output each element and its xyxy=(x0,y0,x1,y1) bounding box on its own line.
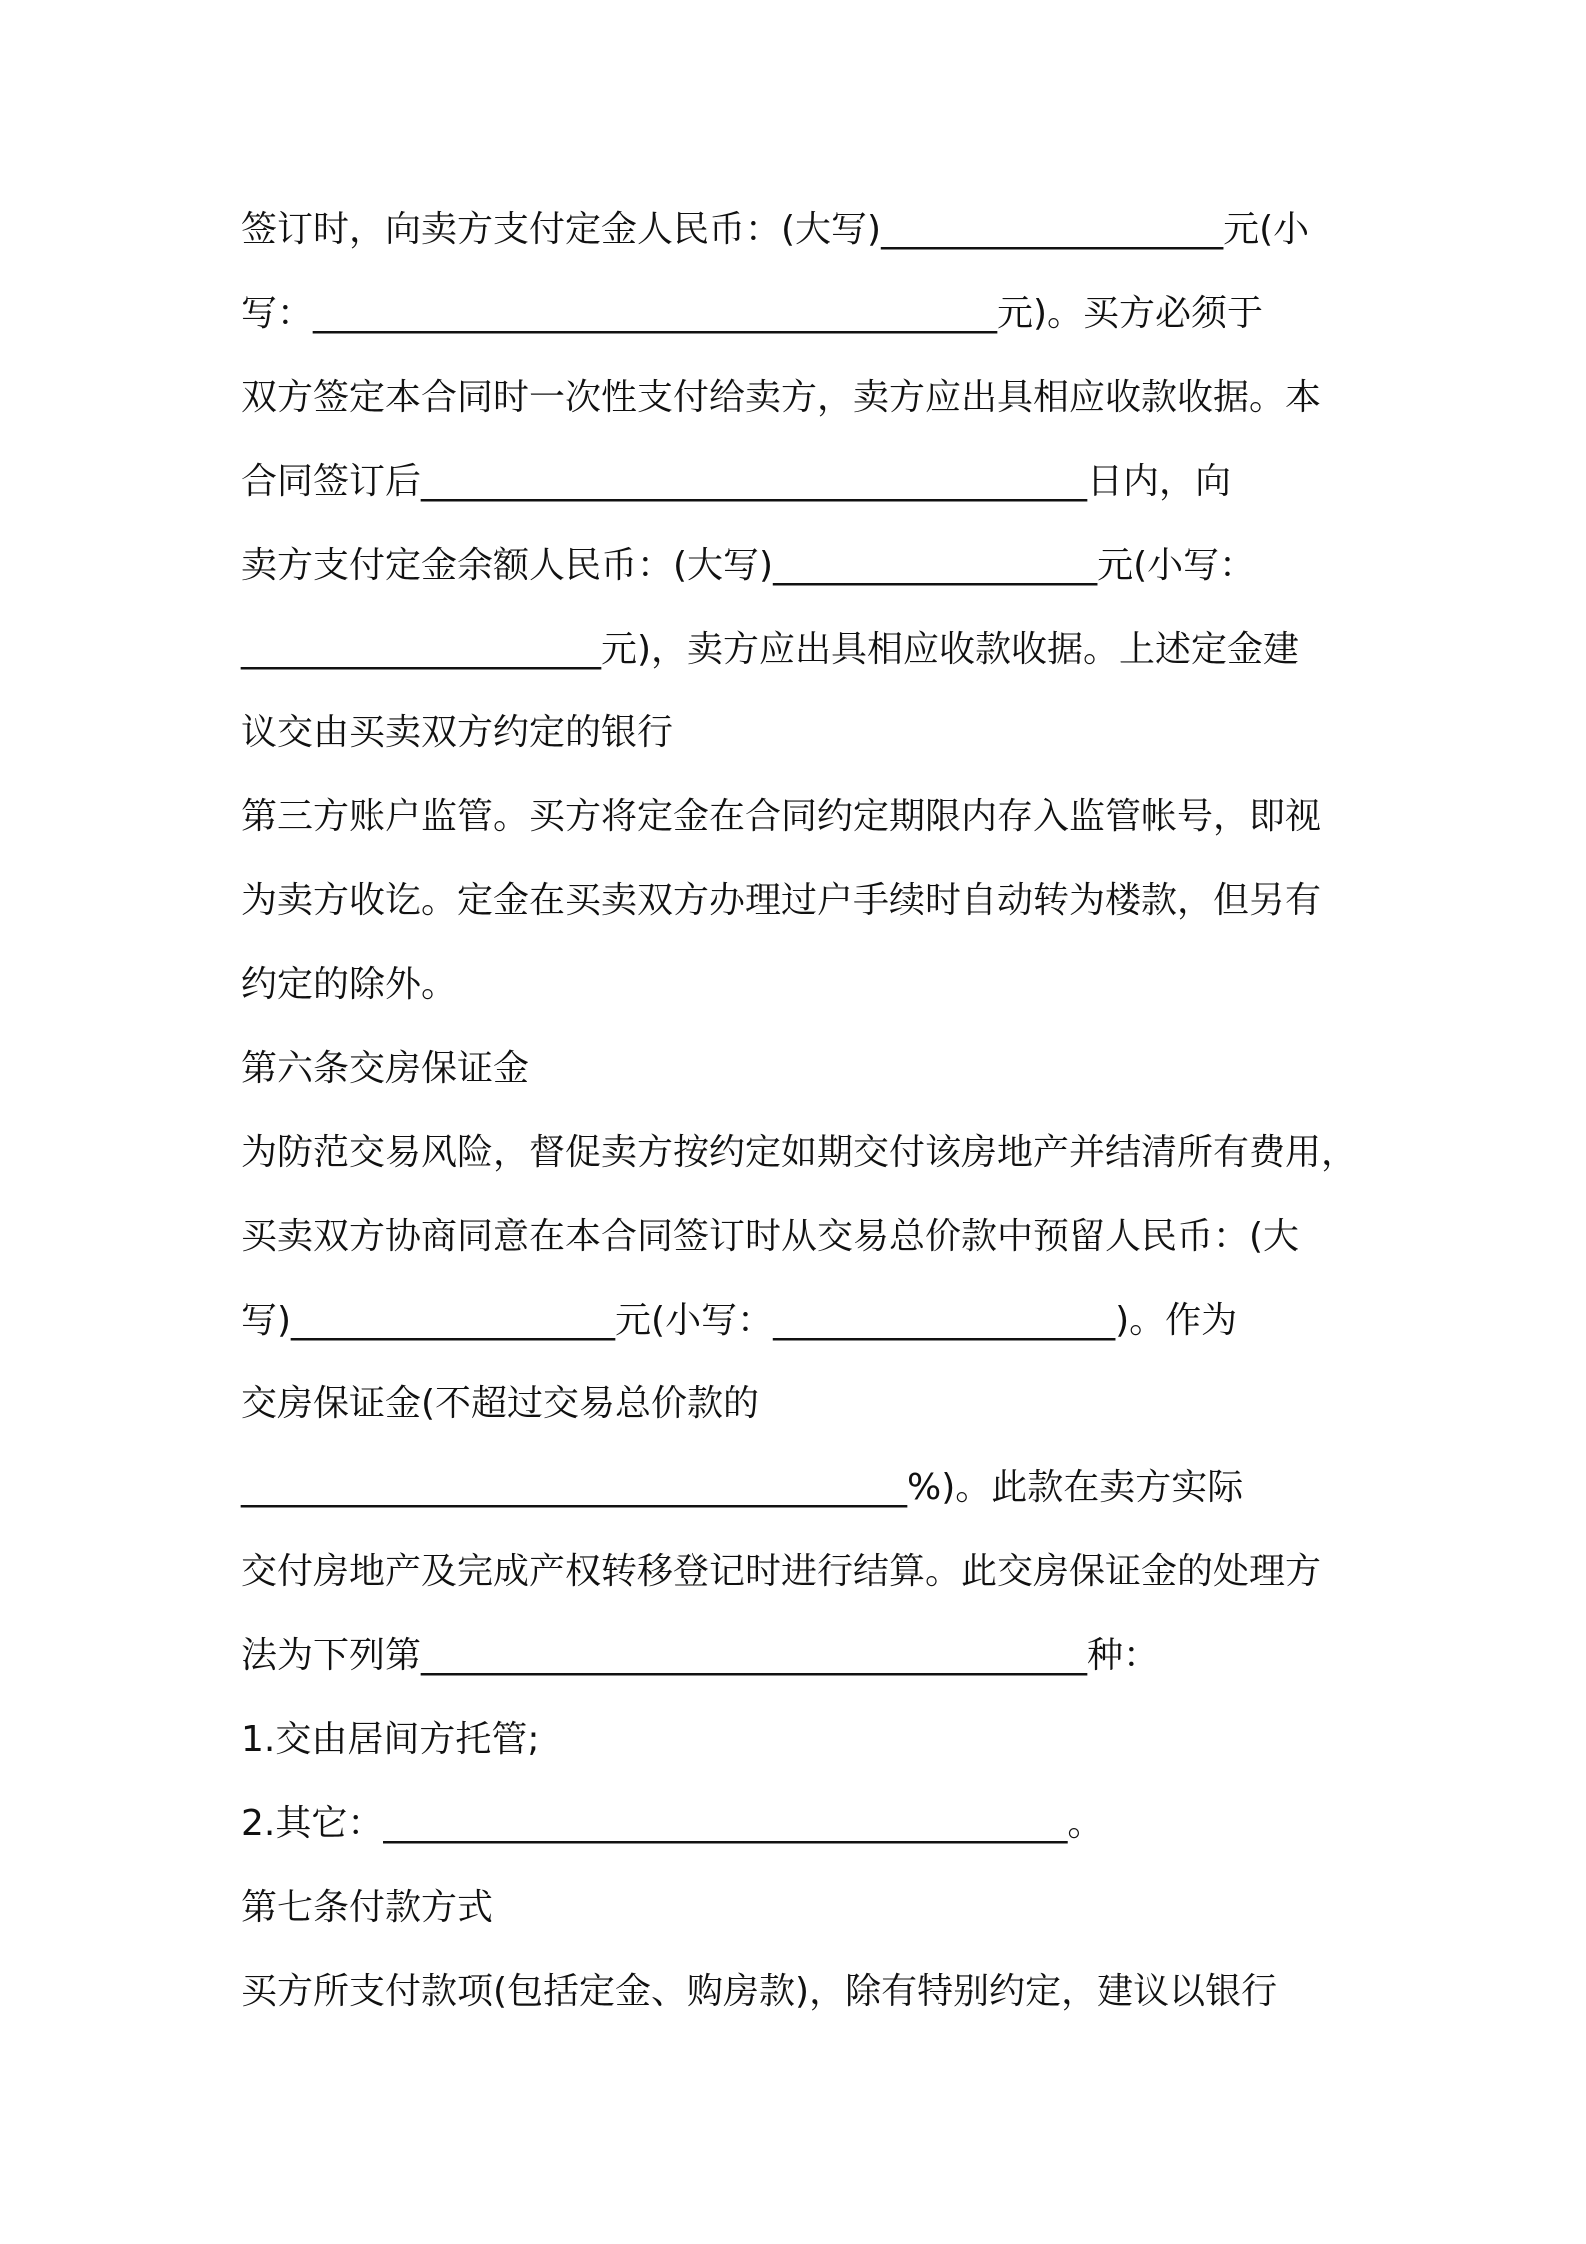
list-item: 1.交由居间方托管; xyxy=(241,1719,540,1760)
section-heading: 第六条交房保证金 xyxy=(241,1048,530,1089)
text-line: 法为下列第_____________________________________种： xyxy=(241,1635,1160,1676)
text-line: 签订时，向卖方支付定金人民币：(大写)___________________元(小 xyxy=(241,209,1310,250)
text-line: 为防范交易风险，督促卖方按约定如期交付该房地产并结清所有费用， xyxy=(241,1132,1358,1173)
list-item: 2.其它：______________________________________。 xyxy=(241,1803,1104,1844)
text-line: 双方签定本合同时一次性支付给卖方，卖方应出具相应收款收据。本 xyxy=(241,377,1322,418)
text-line: ____________________元)，卖方应出具相应收款收据。上述定金建 xyxy=(241,629,1300,670)
text-line: 写：______________________________________元)。买方必须于 xyxy=(241,293,1264,334)
text-line: 买方所支付款项(包括定金、购房款)，除有特别约定，建议以银行 xyxy=(241,1971,1278,2012)
text-line: 第三方账户监管。买方将定金在合同约定期限内存入监管帐号，即视 xyxy=(241,796,1322,837)
text-line: 交房保证金(不超过交易总价款的 xyxy=(241,1383,760,1424)
text-line: 为卖方收讫。定金在买卖双方办理过户手续时自动转为楼款，但另有 xyxy=(241,880,1322,921)
text-line: 合同签订后_____________________________________日内，向 xyxy=(241,461,1232,502)
text-line: 买卖双方协商同意在本合同签订时从交易总价款中预留人民币：(大 xyxy=(241,1216,1300,1257)
text-line: 议交由买卖双方约定的银行 xyxy=(241,712,674,753)
section-heading: 第七条付款方式 xyxy=(241,1887,494,1928)
text-line: 约定的除外。 xyxy=(241,964,458,1005)
text-line: 写)__________________元(小写：___________________)。作为 xyxy=(241,1300,1238,1341)
text-line: _____________________________________%)。此款在卖方实际 xyxy=(241,1467,1244,1508)
text-line: 交付房地产及完成产权转移登记时进行结算。此交房保证金的处理方 xyxy=(241,1551,1322,1592)
text-line: 卖方支付定金余额人民币：(大写)__________________元(小写： xyxy=(241,545,1256,586)
